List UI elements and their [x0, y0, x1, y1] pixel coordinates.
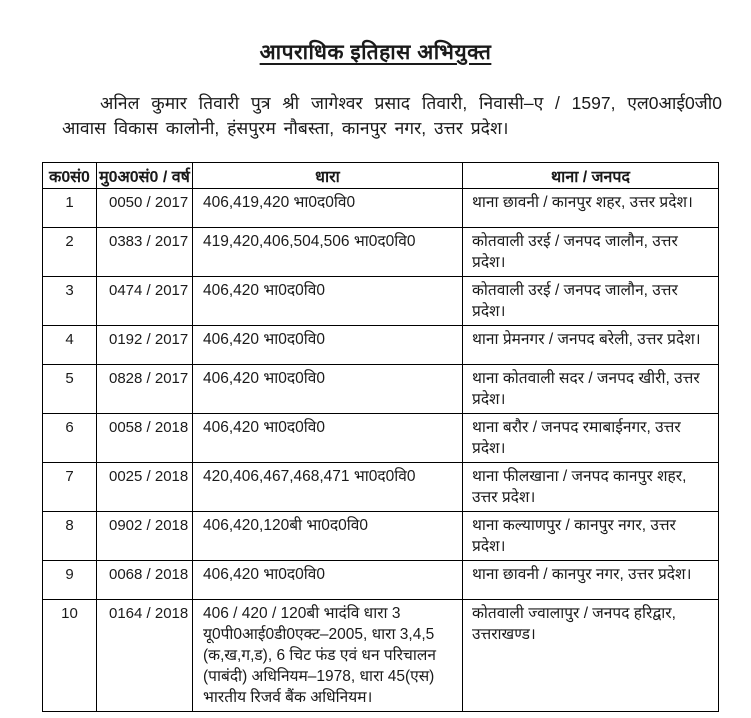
document-page	[0, 38, 751, 718]
cell-station-district: थाना फीलखाना / जनपद कानपुर शहर, उत्तर प्रदेश।	[463, 463, 719, 512]
cell-station-district: कोतवाली उरई / जनपद जालौन, उत्तर प्रदेश।	[463, 277, 719, 326]
table-row	[43, 600, 719, 712]
cell-station-district: थाना कल्याणपुर / कानपुर नगर, उत्तर प्रदेश।	[463, 512, 719, 561]
table-row	[43, 561, 719, 600]
cell-serial-number: 10	[43, 600, 97, 712]
table-body	[43, 189, 719, 712]
cell-station-district: थाना छावनी / कानपुर नगर, उत्तर प्रदेश।	[463, 561, 719, 600]
cell-serial-number: 1	[43, 189, 97, 228]
page-title: आपराधिक इतिहास अभियुक्त	[259, 41, 492, 64]
table-row	[43, 228, 719, 277]
table-row	[43, 365, 719, 414]
cell-station-district: कोतवाली ज्वालापुर / जनपद हरिद्वार, उत्तराखण्ड।	[463, 600, 719, 712]
cell-sections: 406,420 भा0द0वि0	[193, 414, 463, 463]
intro-paragraph: अनिल कुमार तिवारी पुत्र श्री जागेश्वर प्रसाद तिवारी, निवासी–ए / 1597, एल0आई0जी0 आवास विकास कालोनी, हंसपुरम नौबस्ता, कानपुर नगर, उत्तर प्रदेश।	[62, 93, 722, 138]
table-row	[43, 189, 719, 228]
cell-case-number-year: 0068 / 2018	[97, 561, 193, 600]
cell-sections: 406,420 भा0द0वि0	[193, 561, 463, 600]
cell-sections: 406,420 भा0द0वि0	[193, 365, 463, 414]
cell-serial-number: 8	[43, 512, 97, 561]
header-station-district: थाना / जनपद	[463, 163, 719, 189]
table-row	[43, 277, 719, 326]
cell-serial-number: 6	[43, 414, 97, 463]
cell-sections: 406,419,420 भा0द0वि0	[193, 189, 463, 228]
criminal-history-table	[42, 162, 719, 712]
cell-serial-number: 5	[43, 365, 97, 414]
cell-station-district: थाना कोतवाली सदर / जनपद खीरी, उत्तर प्रदेश।	[463, 365, 719, 414]
header-sections: धारा	[193, 163, 463, 189]
cell-sections: 406 / 420 / 120बी भादंवि धारा 3 यू0पी0आई0डी0एक्ट–2005, धारा 3,4,5 (क,ख,ग,ड), 6 चिट फंड एवं धन परिचालन (पाबंदी) अधिनियम–1978, धारा 45(एस) भारतीय रिजर्व बैंक अधिनियम।	[193, 600, 463, 712]
cell-case-number-year: 0050 / 2017	[97, 189, 193, 228]
table-row	[43, 463, 719, 512]
table-row	[43, 326, 719, 365]
header-serial-number: क0सं0	[43, 163, 97, 189]
cell-case-number-year: 0025 / 2018	[97, 463, 193, 512]
cell-station-district: कोतवाली उरई / जनपद जालौन, उत्तर प्रदेश।	[463, 228, 719, 277]
cell-serial-number: 3	[43, 277, 97, 326]
cell-sections: 406,420,120बी भा0द0वि0	[193, 512, 463, 561]
cell-sections: 420,406,467,468,471 भा0द0वि0	[193, 463, 463, 512]
cell-serial-number: 7	[43, 463, 97, 512]
cell-sections: 406,420 भा0द0वि0	[193, 326, 463, 365]
table-header-row	[43, 163, 719, 189]
table-row	[43, 414, 719, 463]
cell-case-number-year: 0474 / 2017	[97, 277, 193, 326]
cell-station-district: थाना प्रेमनगर / जनपद बरेली, उत्तर प्रदेश।	[463, 326, 719, 365]
cell-case-number-year: 0192 / 2017	[97, 326, 193, 365]
cell-station-district: थाना छावनी / कानपुर शहर, उत्तर प्रदेश।	[463, 189, 719, 228]
cell-serial-number: 9	[43, 561, 97, 600]
cell-case-number-year: 0058 / 2018	[97, 414, 193, 463]
cell-station-district: थाना बरौर / जनपद रमाबाईनगर, उत्तर प्रदेश।	[463, 414, 719, 463]
cell-case-number-year: 0383 / 2017	[97, 228, 193, 277]
cell-serial-number: 4	[43, 326, 97, 365]
cell-sections: 419,420,406,504,506 भा0द0वि0	[193, 228, 463, 277]
cell-case-number-year: 0164 / 2018	[97, 600, 193, 712]
cell-case-number-year: 0828 / 2017	[97, 365, 193, 414]
cell-serial-number: 2	[43, 228, 97, 277]
cell-sections: 406,420 भा0द0वि0	[193, 277, 463, 326]
table-row	[43, 512, 719, 561]
cell-case-number-year: 0902 / 2018	[97, 512, 193, 561]
header-case-number-year: मु0अ0सं0 / वर्ष	[97, 163, 193, 189]
